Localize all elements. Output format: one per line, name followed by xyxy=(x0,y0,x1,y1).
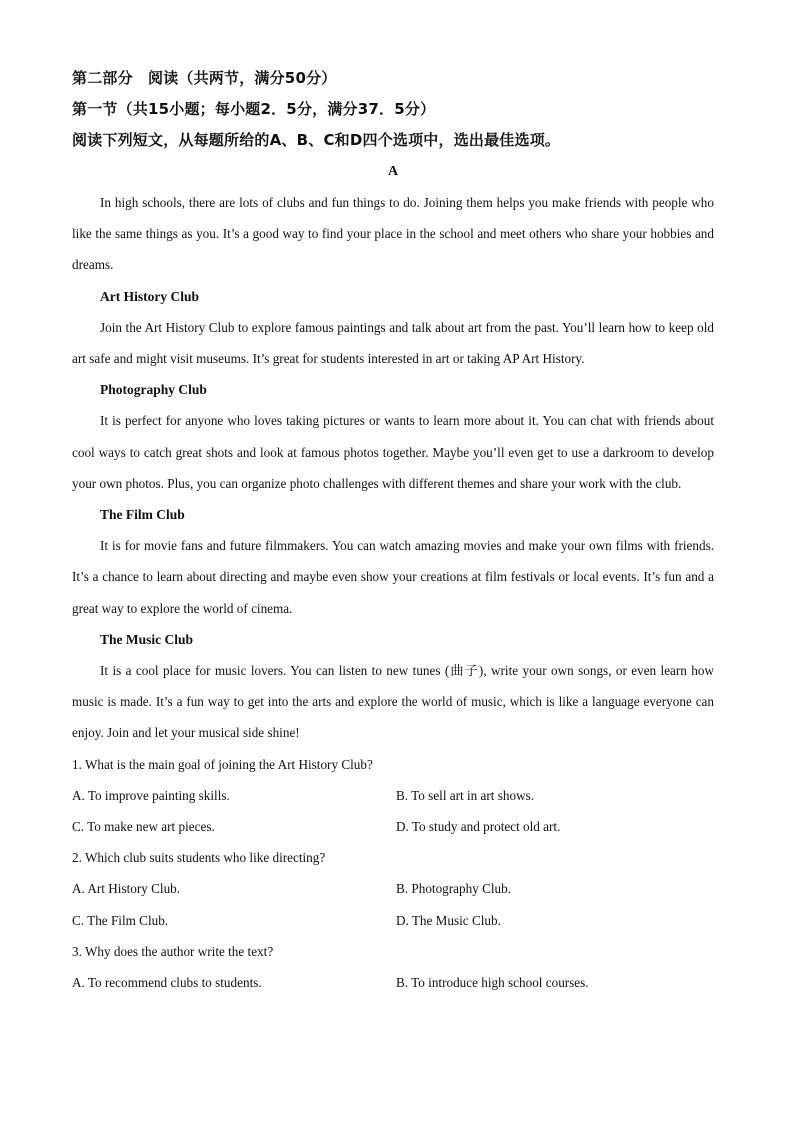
exam-page xyxy=(72,63,714,998)
question-3-option-b: B. To introduce high school courses. xyxy=(396,974,589,990)
passage-intro: In high schools, there are lots of clubs and fun things to do. Joining them helps you make friends with people who like the same things as you. It’s a good way to find your place in the school and meet others who share your hobbies and dreams. xyxy=(72,195,714,273)
question-1-options-row-1 xyxy=(72,780,714,811)
question-1-option-a: A. To improve painting skills. xyxy=(72,787,230,803)
club-title-music: The Music Club xyxy=(100,631,194,647)
question-3-options-row-1 xyxy=(72,967,714,998)
question-2-option-a: A. Art History Club. xyxy=(72,881,181,897)
club-text-music: It is a cool place for music lovers. You can listen to new tunes (曲子), write your own songs, or even learn how music is made. It’s a fun way to get into the arts and explore the world of music, which is like a language everyone can enjoy. Join and let your musical side shine! xyxy=(72,662,714,741)
club-text-photography: It is perfect for anyone who loves taking pictures or wants to learn more about it. You can chat with friends about cool ways to catch great shots and look at famous photos together. Maybe you’ll even get to use a darkroom to develop your own photos. Plus, you can organize photo challenges with different themes and share your work with the club. xyxy=(72,413,714,491)
part-heading: 第二部分 阅读（共两节，满分50分） xyxy=(72,69,337,87)
question-1-option-c: C. To make new art pieces. xyxy=(72,818,215,834)
club-title-film: The Film Club xyxy=(100,507,185,522)
question-1-options-row-2 xyxy=(72,811,714,842)
question-3-option-a: A. To recommend clubs to students. xyxy=(72,974,262,990)
question-2-options-row-2 xyxy=(72,905,714,936)
passage-letter: A xyxy=(387,164,399,179)
club-title-photography: Photography Club xyxy=(100,382,207,398)
question-2-option-b: B. Photography Club. xyxy=(396,881,512,897)
section-heading: 第一节（共15小题；每小题2．5分，满分37．5分） xyxy=(72,100,436,118)
question-1-option-d: D. To study and protect old art. xyxy=(396,818,561,834)
question-2-option-d: D. The Music Club. xyxy=(396,912,501,928)
question-2-options-row-1 xyxy=(72,873,714,904)
question-3-stem: 3. Why does the author write the text? xyxy=(72,943,274,959)
question-2-option-c: C. The Film Club. xyxy=(72,912,169,928)
club-text-film: It is for movie fans and future filmmakers. You can watch amazing movies and make your own films with friends. It’s a chance to learn about directing and maybe even show your creations at film festivals or local events. It’s fun and a great way to explore the world of cinema. xyxy=(72,538,714,616)
club-text-art-history: Join the Art History Club to explore famous paintings and talk about art from the past. You’ll learn how to keep old art safe and might visit museums. It’s great for students interested in art or taking AP Art History. xyxy=(72,319,714,366)
question-2-stem: 2. Which club suits students who like directing? xyxy=(72,850,326,866)
instruction-heading: 阅读下列短文，从每题所给的A、B、C和D四个选项中，选出最佳选项。 xyxy=(72,131,561,149)
question-1-stem: 1. What is the main goal of joining the Art History Club? xyxy=(72,756,373,772)
question-1-option-b: B. To sell art in art shows. xyxy=(396,787,535,803)
club-title-art-history: Art History Club xyxy=(100,288,199,304)
